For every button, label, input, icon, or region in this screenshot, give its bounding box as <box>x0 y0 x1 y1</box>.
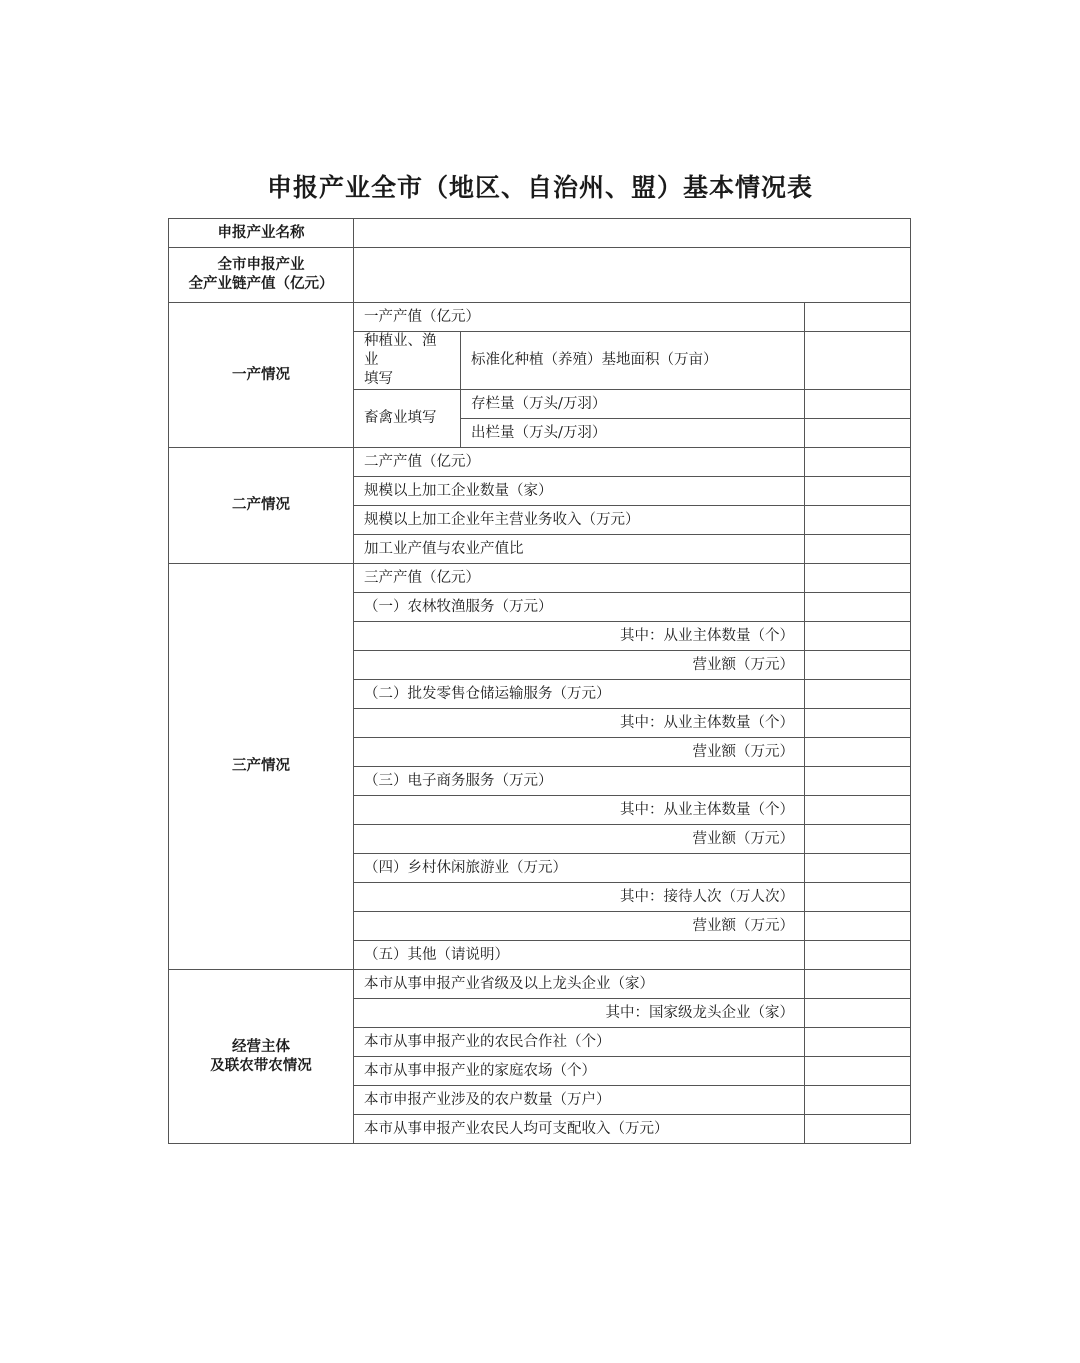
tertiary-output-row <box>169 564 911 593</box>
secondary-row <box>169 448 911 477</box>
primary-output-row <box>169 303 911 332</box>
tertiary-output-value-cell[interactable] <box>805 564 911 593</box>
service-title-label: （二）批发零售仓储运输服务（万元） <box>354 680 805 709</box>
service-value-cell[interactable] <box>805 941 911 970</box>
secondary-value-cell[interactable] <box>805 535 911 564</box>
service-value-cell[interactable] <box>805 738 911 767</box>
service-sub-label: 其中：从业主体数量（个） <box>354 622 805 651</box>
operators-value-cell[interactable] <box>805 1057 911 1086</box>
service-sub-label: 其中：从业主体数量（个） <box>354 796 805 825</box>
tertiary-output-label: 三产产值（亿元） <box>354 564 805 593</box>
operators-value-cell[interactable] <box>805 1115 911 1144</box>
service-value-cell[interactable] <box>805 651 911 680</box>
service-title-label: （一）农林牧渔服务（万元） <box>354 593 805 622</box>
service-value-cell[interactable] <box>805 680 911 709</box>
secondary-row-label: 规模以上加工企业年主营业务收入（万元） <box>354 506 805 535</box>
operators-section-label <box>169 970 354 1144</box>
primary-output-value-cell[interactable] <box>805 303 911 332</box>
service-value-cell[interactable] <box>805 767 911 796</box>
sales-value-cell[interactable] <box>805 419 911 448</box>
service-sub-label: 营业额（万元） <box>354 651 805 680</box>
service-value-cell[interactable] <box>805 883 911 912</box>
secondary-section-label: 二产情况 <box>169 448 354 564</box>
primary-output-label: 一产产值（亿元） <box>354 303 805 332</box>
planting-fishing-label-line2: 填写 <box>364 371 393 387</box>
service-sub-label: 其中：接待人次（万人次） <box>354 883 805 912</box>
secondary-row-label: 规模以上加工企业数量（家） <box>354 477 805 506</box>
stock-value-cell[interactable] <box>805 390 911 419</box>
operators-row-label: 本市从事申报产业农民人均可支配收入（万元） <box>354 1115 805 1144</box>
operators-value-cell[interactable] <box>805 999 911 1028</box>
chain-value-label-line2: 全产业链产值（亿元） <box>188 276 334 292</box>
livestock-label: 畜禽业填写 <box>354 390 461 448</box>
base-area-value-cell[interactable] <box>805 332 911 390</box>
service-value-cell[interactable] <box>805 622 911 651</box>
operators-label-line2: 及联农带农情况 <box>210 1057 312 1074</box>
operators-row-label: 本市从事申报产业省级及以上龙头企业（家） <box>354 970 805 999</box>
service-value-cell[interactable] <box>805 912 911 941</box>
operators-row <box>169 970 911 999</box>
service-title-label: （四）乡村休闲旅游业（万元） <box>354 854 805 883</box>
service-title-label: （三）电子商务服务（万元） <box>354 767 805 796</box>
industry-name-value-cell[interactable] <box>354 219 911 248</box>
sales-label: 出栏量（万头/万羽） <box>461 419 805 448</box>
operators-row-label: 本市申报产业涉及的农户数量（万户） <box>354 1086 805 1115</box>
chain-value-row <box>169 248 911 303</box>
service-value-cell[interactable] <box>805 709 911 738</box>
secondary-value-cell[interactable] <box>805 477 911 506</box>
basic-info-table <box>168 218 911 1144</box>
chain-value-value-cell[interactable] <box>354 248 911 303</box>
industry-name-row <box>169 219 911 248</box>
operators-value-cell[interactable] <box>805 970 911 999</box>
service-sub-label: 营业额（万元） <box>354 825 805 854</box>
service-value-cell[interactable] <box>805 796 911 825</box>
primary-section-label: 一产情况 <box>169 303 354 448</box>
secondary-value-cell[interactable] <box>805 506 911 535</box>
service-other-label: （五）其他（请说明） <box>354 941 805 970</box>
operators-value-cell[interactable] <box>805 1086 911 1115</box>
chain-value-label-line1: 全市申报产业 <box>217 257 305 273</box>
service-value-cell[interactable] <box>805 854 911 883</box>
secondary-row-label: 加工业产值与农业产值比 <box>354 535 805 564</box>
service-value-cell[interactable] <box>805 825 911 854</box>
operators-row-label: 本市从事申报产业的家庭农场（个） <box>354 1057 805 1086</box>
chain-value-label <box>169 248 354 303</box>
secondary-value-cell[interactable] <box>805 448 911 477</box>
tertiary-section-label: 三产情况 <box>169 564 354 970</box>
service-sub-label: 营业额（万元） <box>354 912 805 941</box>
operators-value-cell[interactable] <box>805 1028 911 1057</box>
operators-row-label: 本市从事申报产业的农民合作社（个） <box>354 1028 805 1057</box>
industry-name-label: 申报产业名称 <box>169 219 354 248</box>
planting-fishing-label <box>354 332 461 390</box>
base-area-label: 标准化种植（养殖）基地面积（万亩） <box>461 332 805 390</box>
operators-row-label: 其中：国家级龙头企业（家） <box>354 999 805 1028</box>
page-title: 申报产业全市（地区、自治州、盟）基本情况表 <box>266 173 813 202</box>
service-sub-label: 其中：从业主体数量（个） <box>354 709 805 738</box>
service-sub-label: 营业额（万元） <box>354 738 805 767</box>
planting-fishing-label-line1: 种植业、渔业 <box>364 333 437 368</box>
service-value-cell[interactable] <box>805 593 911 622</box>
operators-label-line1: 经营主体 <box>232 1038 290 1055</box>
secondary-row-label: 二产产值（亿元） <box>354 448 805 477</box>
stock-label: 存栏量（万头/万羽） <box>461 390 805 419</box>
